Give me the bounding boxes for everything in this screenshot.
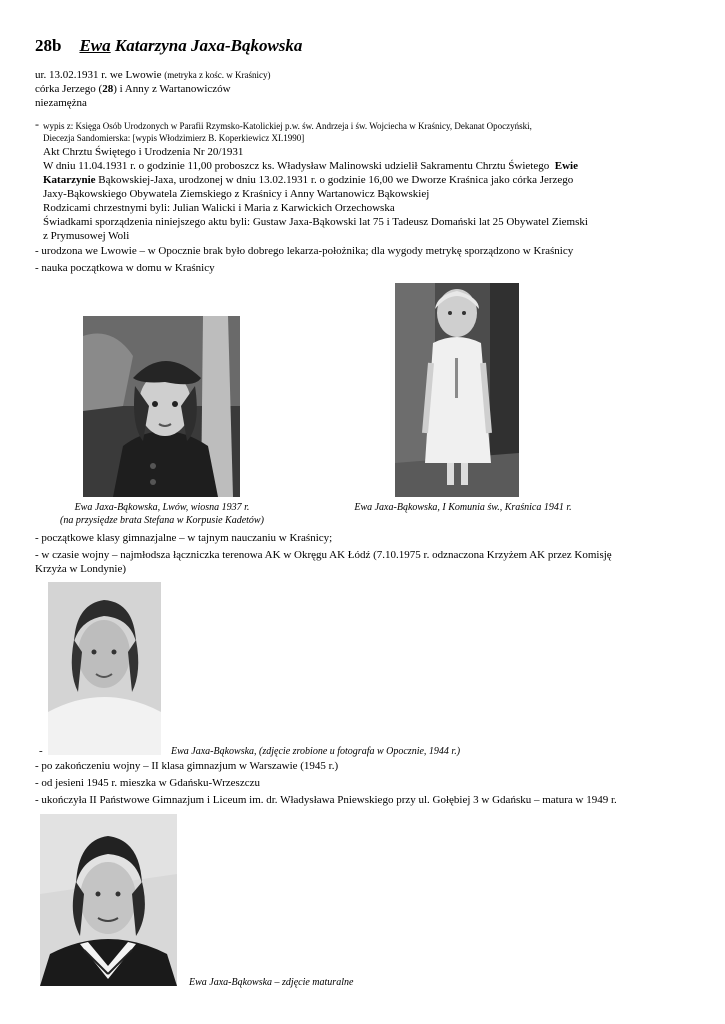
page-title — [35, 36, 302, 56]
rest-name: Katarzyna Jaxa-Bąkowska — [114, 36, 303, 55]
photo-matura-caption: Ewa Jaxa-Bąkowska – zdjęcie maturalne — [189, 977, 354, 988]
marital-status: niezamężna — [35, 97, 87, 109]
record-text-line2-bold: Katarzynie — [43, 174, 96, 186]
person-name — [79, 36, 302, 55]
witnesses-line2: z Prymusowej Woli — [43, 230, 130, 242]
photo-child-caption — [30, 501, 294, 527]
record-text-line1-bold: Ewie — [554, 160, 578, 172]
record-text-line1 — [43, 159, 578, 173]
photo-first-communion — [395, 283, 519, 497]
witnesses-line1: Świadkami sporządzenia niniejszego aktu byli: Gustaw Jaxa-Bąkowski lat 75 i Tadeusz Domański lat 25 Obywatel Ziemski — [43, 216, 588, 228]
parents-prefix: córka Jerzego ( — [35, 83, 103, 95]
photo-child-lwow — [83, 316, 240, 497]
note-warsaw-school: - po zakończeniu wojny – II klasa gimnazjum w Warszawie (1945 r.) — [35, 760, 339, 772]
record-text-line2 — [43, 173, 573, 187]
note-early-education: - nauka początkowa w domu w Kraśnicy — [35, 262, 215, 274]
photo-portrait-bullet: - — [39, 745, 43, 757]
first-name: Ewa — [79, 36, 111, 55]
parents-line — [35, 82, 231, 96]
birth-note: (metryka z kośc. w Kraśnicy) — [164, 70, 271, 80]
act-title: Akt Chrztu Świętego i Urodzenia Nr 20/1931 — [43, 146, 244, 158]
record-source-line2: Diecezja Sandomierska: [wypis Włodzimierz B. Koperkiewicz XI.1990] — [43, 133, 305, 143]
record-source-line1: wypis z: Księga Osób Urodzonych w Parafii Rzymsko-Katolickiej p.w. św. Andrzeja i św. Wojciecha w Kraśnicy, Dekanat Opoczyński, — [43, 121, 532, 131]
note-ak-courier-cont: Krzyża w Londynie) — [35, 563, 127, 575]
note-born-lwow: - urodzona we Lwowie – w Opocznie brak było dobrego lekarza-położnika; dla wygody metrykę sporządzono w Kraśnicy — [35, 245, 574, 257]
godparents: Rodzicami chrzestnymi byli: Julian Walicki i Maria z Karwickich Orzechowska — [43, 202, 395, 214]
birth-line — [35, 68, 270, 82]
note-gdansk: - od jesieni 1945 r. mieszka w Gdańsku-Wrzeszczu — [35, 777, 260, 789]
record-text-line3: Jaxy-Bąkowskiego Obywatela Ziemskiego z Kraśnicy i Anny Wartanowicz Bąkowskiej — [43, 188, 430, 200]
photo-child-caption-line2: (na przysiędze brata Stefana w Korpusie Kadetów) — [60, 515, 264, 526]
note-matura: - ukończyła II Państwowe Gimnazjum i Liceum im. dr. Władysława Pniewskiego przy ul. Gołębiej 3 w Gdańsku – matura w 1949 r. — [35, 794, 617, 806]
record-text-line1-a: W dniu 11.04.1931 r. o godzinie 11,00 proboszcz ks. Władysław Malinowski udzielił Sakramentu Chrztu Świetego — [43, 160, 550, 172]
photo-portrait-caption: Ewa Jaxa-Bąkowska, (zdjęcie zrobione u fotografa w Opocznie, 1944 r.) — [171, 746, 461, 757]
record-text-line2-b: Bąkowskiej-Jaxa, urodzonej w dniu 13.02.1931 r. o godzinie 16,00 we Dworze Kraśnica jako córka Jerzego — [98, 174, 574, 186]
photo-child-caption-line1: Ewa Jaxa-Bąkowska, Lwów, wiosna 1937 r. — [74, 502, 250, 513]
note-secret-school: - początkowe klasy gimnazjalne – w tajnym nauczaniu w Kraśnicy; — [35, 532, 333, 544]
birth-text: ur. 13.02.1931 r. we Lwowie — [35, 69, 162, 81]
note-ak-courier: - w czasie wojny – najmłodsza łączniczka terenowa AK w Okręgu AK Łódź (7.10.1975 r. odznaczona Krzyżem AK przez Komisję — [35, 549, 612, 561]
photo-communion-caption: Ewa Jaxa-Bąkowska, I Komunia św., Kraśnica 1941 r. — [354, 502, 572, 513]
photo-portrait-1944 — [48, 582, 161, 755]
photo-matura — [40, 814, 177, 986]
record-bullet: - — [35, 117, 39, 131]
parents-number: 28 — [102, 83, 114, 95]
entry-number: 28b — [35, 36, 62, 55]
parents-suffix: ) i Anny z Wartanowiczów — [113, 83, 231, 95]
